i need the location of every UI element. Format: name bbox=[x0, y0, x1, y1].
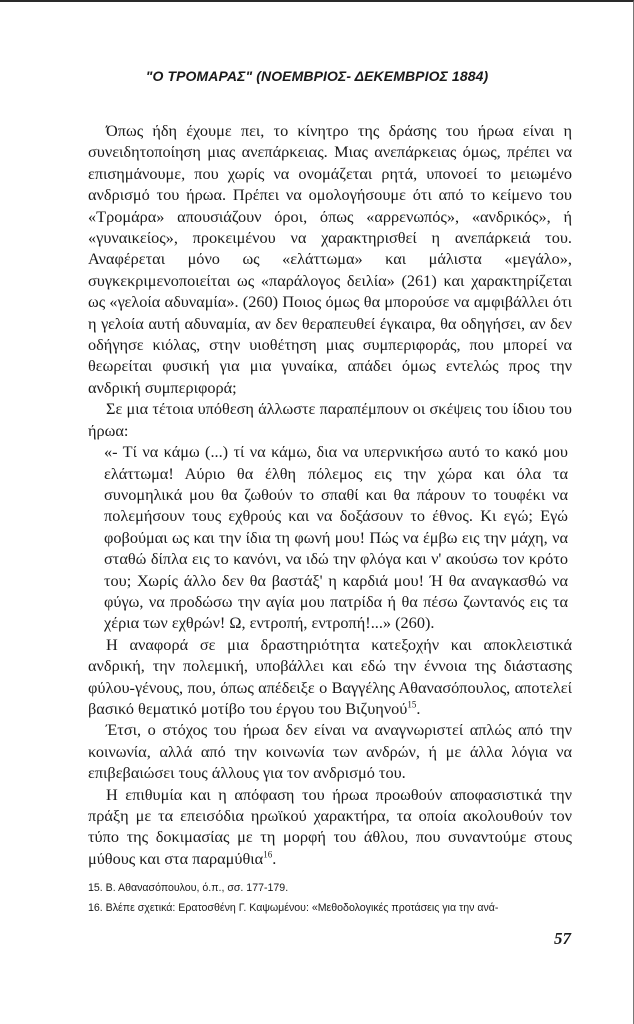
paragraph-5-text: Η επιθυμία και η απόφαση του ήρωα προωθούν αποφασιστικά την πράξη με τα επεισόδια ηρωϊκού χαρακτήρα, τα οποία ακολουθούν τον τύπο της δοκιμασίας με τη μορφή του άθλου, που συναντούμε στους μύθους και στα παραμύθια bbox=[88, 784, 572, 868]
paragraph-4: Έτσι, ο στόχος του ήρωα δεν είναι να αναγνωριστεί απλώς από την κοινωνία, αλλά από την κοινωνία των ανδρών, ή με άλλα λόγια να επιβεβαιώσει τους άλλους για τον ανδρισμό του. bbox=[88, 720, 572, 783]
paragraph-2: Σε μια τέτοια υπόθεση άλλωστε παραπέμπουν οι σκέψεις του ίδιου του ήρωα: bbox=[88, 399, 572, 440]
paragraph-3-end: . bbox=[416, 698, 421, 718]
block-quote: «- Τί να κάμω (...) τί να κάμω, δια να υπερνικήσω αυτό το κακό μου ελάττωμα! Αύριο θα έλθη πόλεμος εις την χώρα και όλα τα συνομηλικά μου θα ζωθούν το σπαθί και θα πάρουν το τουφέκι να πολεμήσουν τους εχθρούς και να δοξάσουν το έθνος. Κι εγώ; Εγώ φοβούμαι ως και την ίδια τη φωνή μου! Πώς να έμβω εις την μάχη, να σταθώ δίπλα εις το κανόνι, να ιδώ την φλόγα και ν' ακούσω τον κρότο του; Χωρίς άλλο δεν θα βαστάξ' η καρδιά μου! Ή θα αναγκασθώ να φύγω, να προδώσω την αγία μου πατρίδα ή θα πέσω ζωντανός εις τα χέρια των εχθρών! Ω, εντροπή, εντροπή!...» (260). bbox=[104, 442, 568, 633]
footnote-15: 15. Β. Αθανασόπουλου, ό.π., σσ. 177-179. bbox=[88, 882, 289, 894]
paragraph-3-text: Η αναφορά σε μια δραστηριότητα κατεξοχήν και αποκλειστικά ανδρική, την πολεμική, υποβάλλει και εδώ την έννοια της διάστασης φύλου-γένους, που, όπως απέδειξε ο Βαγγέλης Αθανασόπουλος, αποτελεί βασικό θεματικό μοτίβο του έργου του Βιζυηνού bbox=[88, 634, 572, 718]
running-header: "Ο ΤΡΟΜΑΡΑΣ" (ΝΟΕΜΒΡΙΟΣ- ΔΕΚΕΜΒΡΙΟΣ 1884) bbox=[145, 68, 489, 84]
main-text bbox=[88, 120, 572, 869]
paragraph-5 bbox=[88, 784, 572, 870]
paragraph-1: Όπως ήδη έχουμε πει, το κίνητρο της δράσης του ήρωα είναι η συνειδητοποίηση μιας ανεπάρκειας. Μιας ανεπάρκειας όμως, πρέπει να επισημάνουμε, που χωρίς να ονομάζεται ρητά, υπονοεί το μειωμένο ανδρισμό του ήρωα. Πρέπει να ομολογήσουμε ότι από το κείμενο του «Τρομάρα» απουσιάζουν όροι, όπως «αρρενωπός», «ανδρικός», ή «γυναικείος», προκειμένου να χαρακτηρισθεί η ανεπάρκειά του. Αναφέρεται μόνο ως «ελάττωμα» και μάλιστα «μεγάλο», συγκεκριμενοποιείται ως «παράλογος δειλία» (261) και χαρακτηρίζεται ως «γελοία αδυναμία». (260) Ποιος όμως θα μπορούσε να αμφιβάλλει ότι η γελοία αυτή αδυναμία, αν δεν θεραπευθεί έγκαιρα, θα οδηγήσει, αν δεν οδήγησε κιόλας, στην υιοθέτηση μιας συμπεριφοράς, που μπορεί να θεωρείται φυσική για μια γυναίκα, απάδει όμως εντελώς προς την ανδρική συμπεριφορά; bbox=[88, 121, 572, 397]
footnote-16: 16. Βλέπε σχετικά: Ερατοσθένη Γ. Καψωμένου: «Μεθοδολογικές προτάσεις για την ανά- bbox=[88, 902, 499, 914]
footnotes bbox=[88, 878, 572, 918]
footnote-ref-15: 15 bbox=[407, 699, 417, 710]
paragraph-5-end: . bbox=[272, 848, 277, 868]
paragraph-3 bbox=[88, 634, 572, 720]
footnote-ref-16: 16 bbox=[263, 849, 273, 860]
page-number: 57 bbox=[554, 929, 571, 948]
